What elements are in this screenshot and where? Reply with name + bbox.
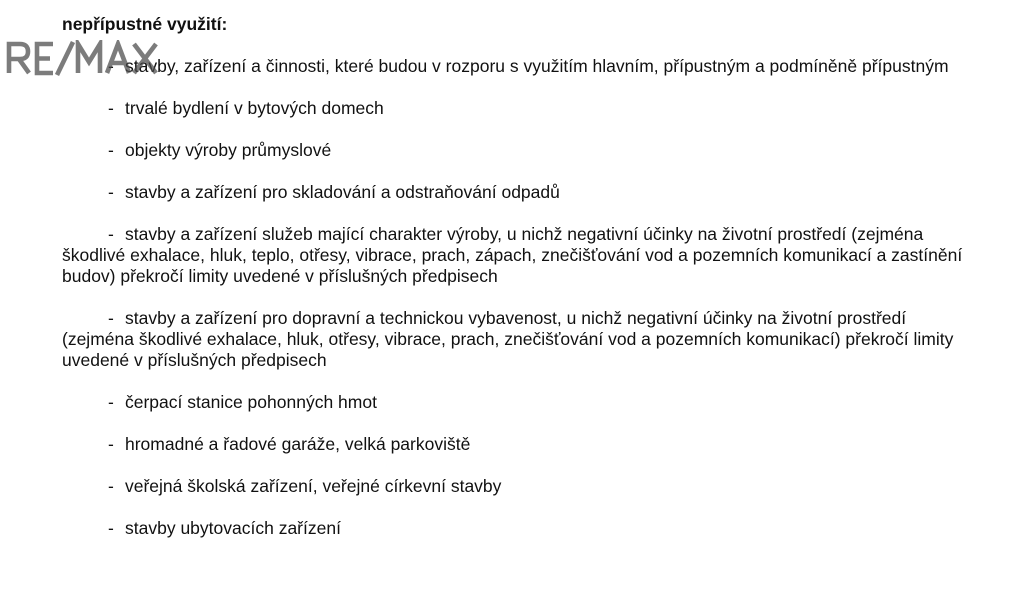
list-item-text: trvalé bydlení v bytových domech xyxy=(125,98,384,118)
bullet-dash: - xyxy=(108,182,114,202)
bullet-dash: - xyxy=(108,518,114,538)
section-heading: nepřípustné využití: xyxy=(62,14,228,34)
list-item xyxy=(62,518,972,539)
bullet-dash: - xyxy=(108,56,114,76)
list-item-text: stavby a zařízení služeb mající charakter výroby, u nichž negativní účinky na životní prostředí (zejména škodlivé exhalace, hluk, teplo, otřesy, vibrace, prach, zápach, znečišťování vod a pozemních komunikací a zastínění budov) překročí limity uvedené v příslušných předpisech xyxy=(62,224,963,286)
list-item-text: stavby a zařízení pro dopravní a technickou vybavenost, u nichž negativní účinky na životní prostředí (zejména škodlivé exhalace, hluk, otřesy, vibrace, prach, znečišťování vod a pozemních komunikací) překročí limity uvedené v příslušných předpisech xyxy=(62,308,954,370)
bullet-dash: - xyxy=(108,308,114,328)
list-item xyxy=(62,98,972,119)
list-item xyxy=(62,392,972,413)
list-item xyxy=(62,224,972,287)
list-item-text: čerpací stanice pohonných hmot xyxy=(125,392,377,412)
remax-logo-icon xyxy=(6,40,166,76)
list-item-text: stavby a zařízení pro skladování a odstraňování odpadů xyxy=(125,182,560,202)
bullet-dash: - xyxy=(108,98,114,118)
list-item xyxy=(62,476,972,497)
list-item xyxy=(62,56,972,77)
document-body xyxy=(62,14,972,560)
list-item xyxy=(62,182,972,203)
bullet-dash: - xyxy=(108,140,114,160)
bullet-dash: - xyxy=(108,434,114,454)
list-item xyxy=(62,308,972,371)
list-item-text: objekty výroby průmyslové xyxy=(125,140,332,160)
list-item-text: stavby, zařízení a činnosti, které budou v rozporu s využitím hlavním, přípustným a podmíněně přípustným xyxy=(125,56,949,76)
bullet-dash: - xyxy=(108,392,114,412)
list-item-text: hromadné a řadové garáže, velká parkoviště xyxy=(125,434,471,454)
bullet-dash: - xyxy=(108,224,114,244)
list-item xyxy=(62,140,972,161)
bullet-dash: - xyxy=(108,476,114,496)
remax-logo xyxy=(6,40,166,81)
list-item xyxy=(62,434,972,455)
list-item-text: veřejná školská zařízení, veřejné církevní stavby xyxy=(125,476,502,496)
list-item-text: stavby ubytovacích zařízení xyxy=(125,518,341,538)
